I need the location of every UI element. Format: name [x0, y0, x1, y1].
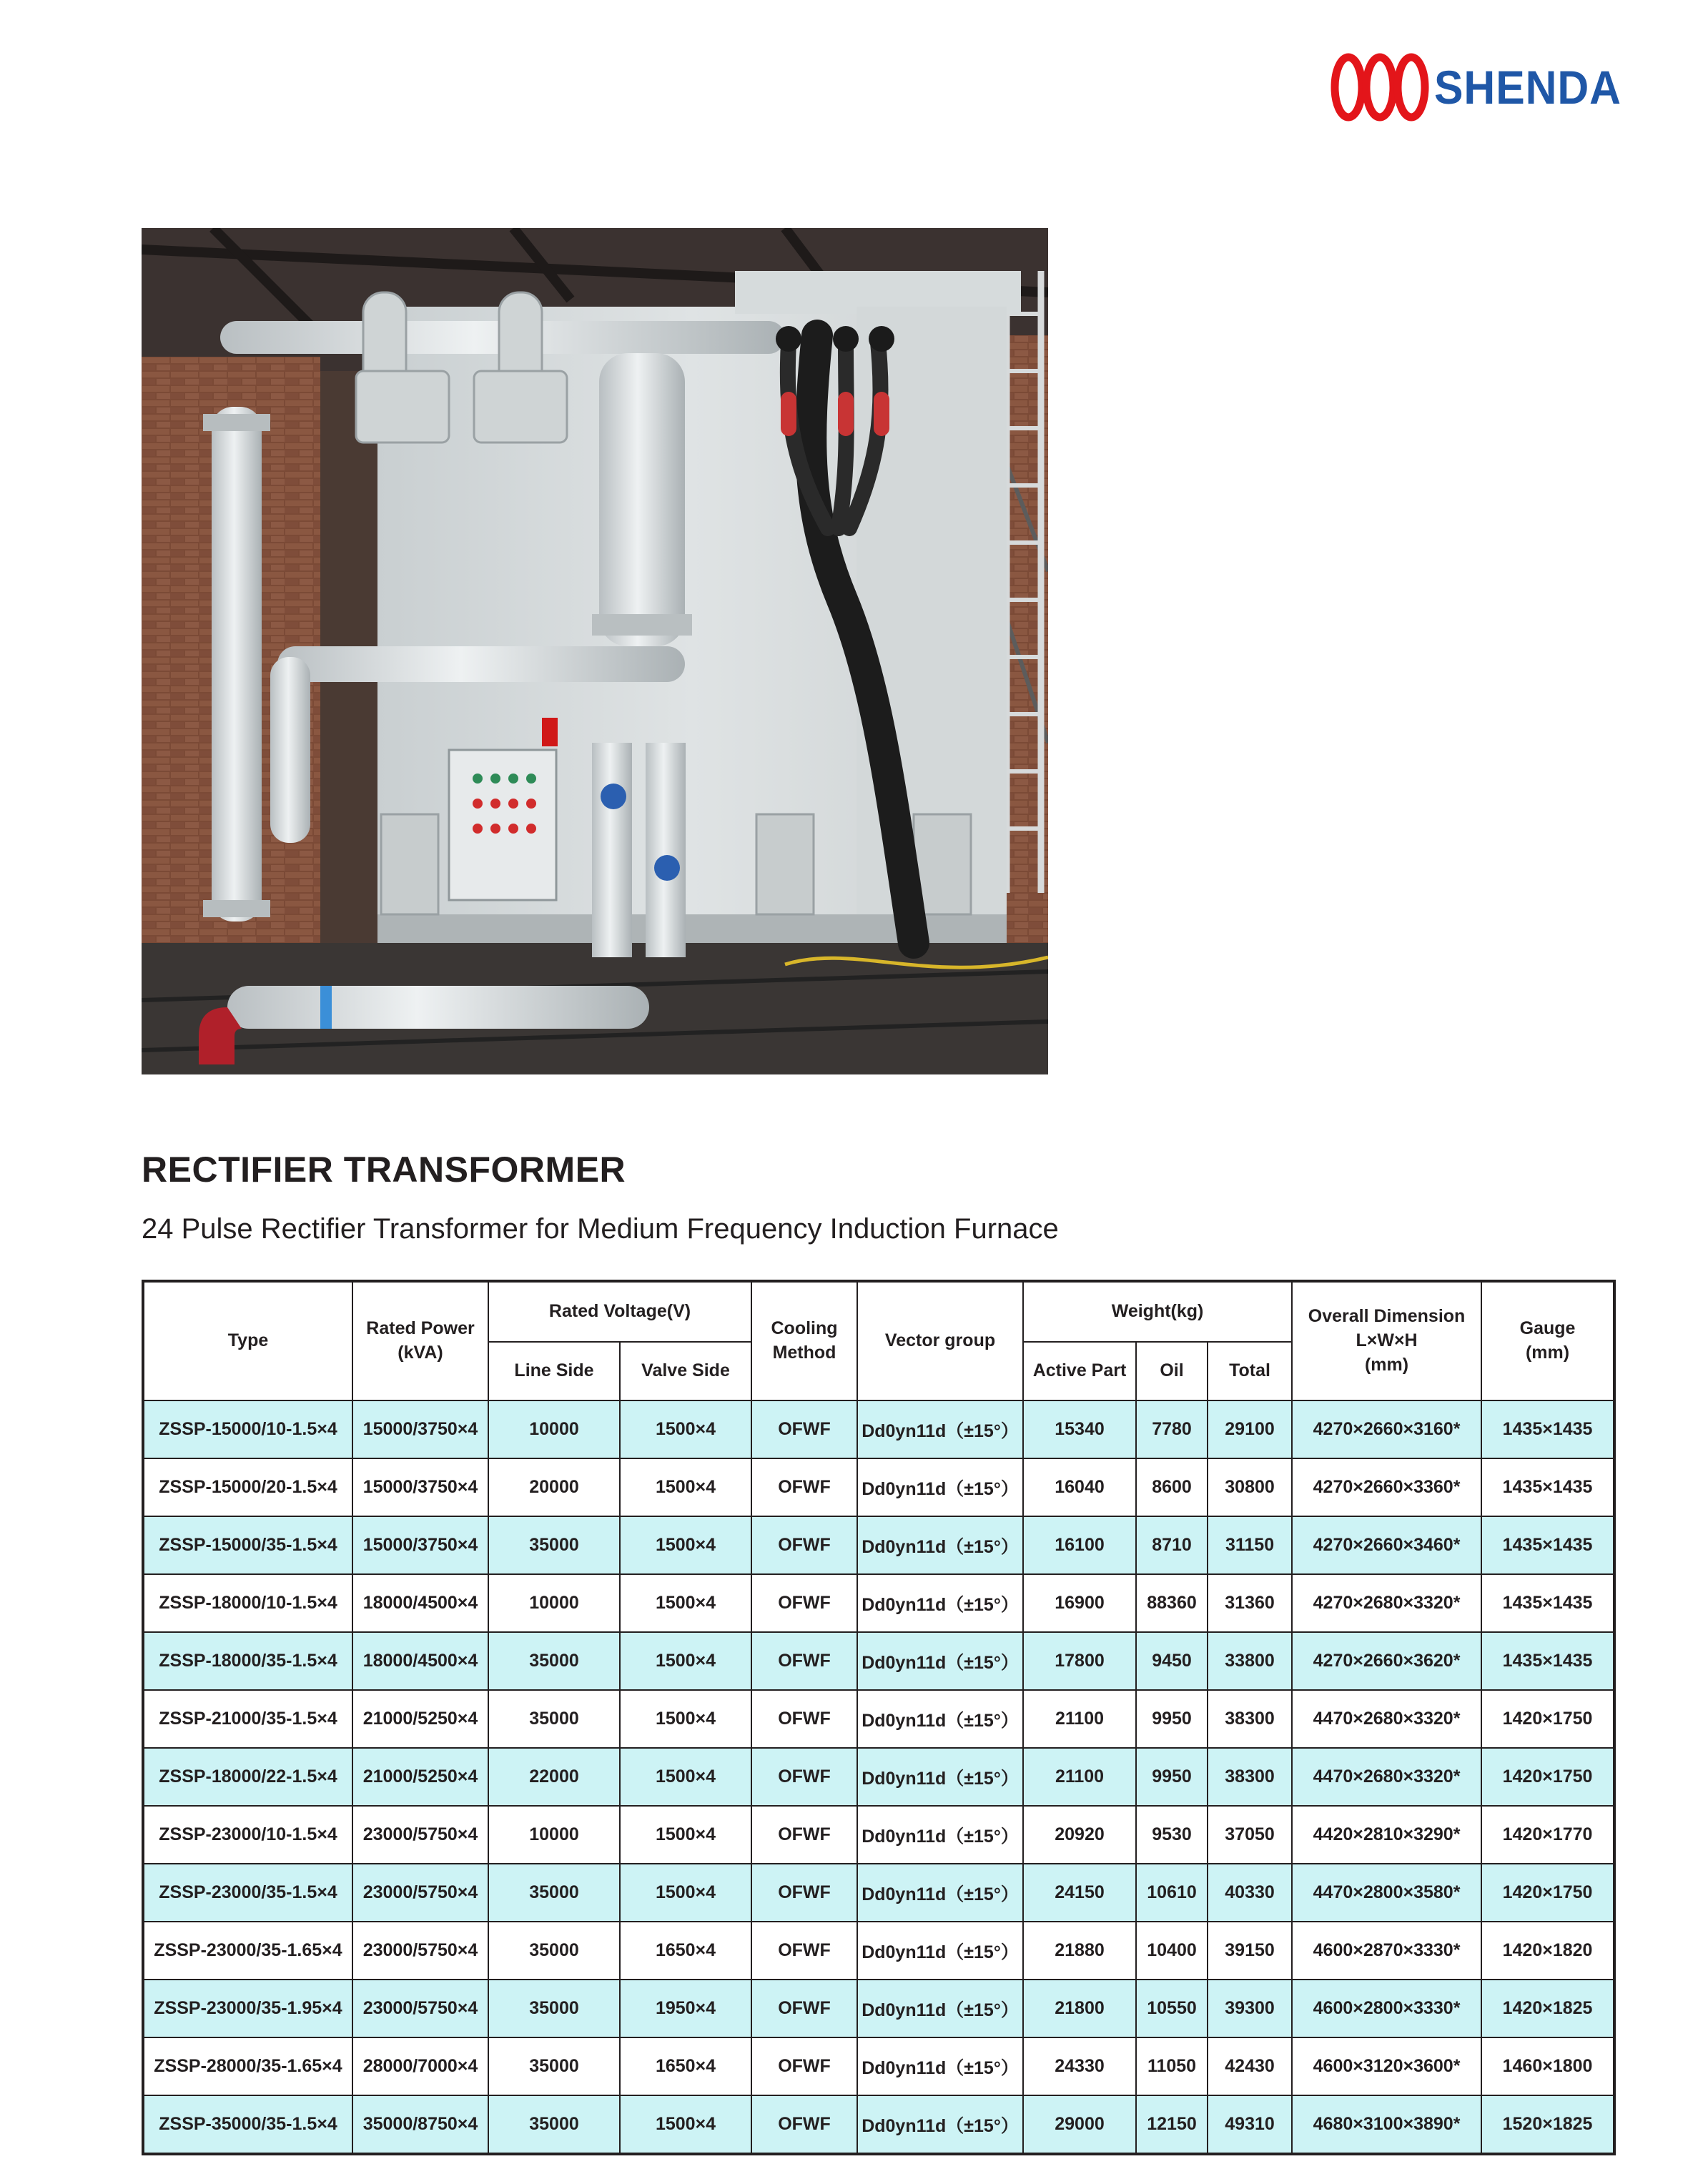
- cell-active-part: 21800: [1023, 1980, 1136, 2037]
- cell-rated-power: 18000/4500×4: [352, 1574, 488, 1632]
- cell-vector-group: Dd0yn11d（±15°）: [857, 1400, 1023, 1458]
- cell-gauge: 1420×1750: [1481, 1748, 1614, 1806]
- cell-total: 38300: [1208, 1748, 1292, 1806]
- cell-active-part: 24330: [1023, 2037, 1136, 2095]
- cell-dimension: 4270×2660×3620*: [1292, 1632, 1481, 1690]
- cell-valve-side: 1650×4: [620, 2037, 751, 2095]
- header-overall-dimension: [1292, 1281, 1481, 1400]
- cell-rated-power: 18000/4500×4: [352, 1632, 488, 1690]
- header-gauge: [1481, 1281, 1614, 1400]
- cell-cooling: OFWF: [751, 1922, 857, 1980]
- cell-type: ZSSP-18000/22-1.5×4: [143, 1748, 352, 1806]
- cell-line-side: 10000: [488, 1400, 620, 1458]
- table-row: [143, 2037, 1614, 2095]
- cell-active-part: 16040: [1023, 1458, 1136, 1516]
- cell-oil: 9450: [1136, 1632, 1208, 1690]
- cell-rated-power: 15000/3750×4: [352, 1400, 488, 1458]
- cell-oil: 8600: [1136, 1458, 1208, 1516]
- table-row: [143, 1458, 1614, 1516]
- cell-oil: 10550: [1136, 1980, 1208, 2037]
- cell-dimension: 4270×2660×3460*: [1292, 1516, 1481, 1574]
- header-valve-side: Valve Side: [620, 1342, 751, 1400]
- cell-cooling: OFWF: [751, 1458, 857, 1516]
- cell-total: 42430: [1208, 2037, 1292, 2095]
- cell-valve-side: 1500×4: [620, 1864, 751, 1922]
- cell-vector-group: Dd0yn11d（±15°）: [857, 1458, 1023, 1516]
- cell-total: 31360: [1208, 1574, 1292, 1632]
- cell-gauge: 1420×1750: [1481, 1864, 1614, 1922]
- cell-total: 39300: [1208, 1980, 1292, 2037]
- header-active-part: Active Part: [1023, 1342, 1136, 1400]
- cell-total: 31150: [1208, 1516, 1292, 1574]
- cell-oil: 12150: [1136, 2095, 1208, 2154]
- cell-gauge: 1435×1435: [1481, 1574, 1614, 1632]
- table-row: [143, 1632, 1614, 1690]
- cell-cooling: OFWF: [751, 1748, 857, 1806]
- cell-dimension: 4680×3100×3890*: [1292, 2095, 1481, 2154]
- table-row: [143, 1400, 1614, 1458]
- cell-dimension: 4600×2800×3330*: [1292, 1980, 1481, 2037]
- table-row: [143, 1922, 1614, 1980]
- cell-line-side: 35000: [488, 1922, 620, 1980]
- cell-cooling: OFWF: [751, 1690, 857, 1748]
- cell-valve-side: 1500×4: [620, 1806, 751, 1864]
- cell-type: ZSSP-23000/35-1.65×4: [143, 1922, 352, 1980]
- cell-cooling: OFWF: [751, 1980, 857, 2037]
- cell-oil: 8710: [1136, 1516, 1208, 1574]
- cell-active-part: 21100: [1023, 1690, 1136, 1748]
- cell-active-part: 29000: [1023, 2095, 1136, 2154]
- header-rated-power-label: Rated Power: [366, 1318, 475, 1339]
- cell-rated-power: 23000/5750×4: [352, 1922, 488, 1980]
- table-row: [143, 2095, 1614, 2154]
- cell-valve-side: 1500×4: [620, 1458, 751, 1516]
- cell-dimension: 4470×2680×3320*: [1292, 1690, 1481, 1748]
- cell-valve-side: 1500×4: [620, 1516, 751, 1574]
- cell-total: 33800: [1208, 1632, 1292, 1690]
- cell-gauge: 1420×1820: [1481, 1922, 1614, 1980]
- cell-rated-power: 21000/5250×4: [352, 1748, 488, 1806]
- cell-total: 49310: [1208, 2095, 1292, 2154]
- page-subtitle: 24 Pulse Rectifier Transformer for Medium Frequency Induction Furnace: [142, 1213, 1059, 1245]
- cell-cooling: OFWF: [751, 1516, 857, 1574]
- cell-total: 39150: [1208, 1922, 1292, 1980]
- cell-active-part: 20920: [1023, 1806, 1136, 1864]
- cell-type: ZSSP-23000/35-1.5×4: [143, 1864, 352, 1922]
- cell-type: ZSSP-15000/35-1.5×4: [143, 1516, 352, 1574]
- header-gauge-label: Gauge: [1519, 1318, 1576, 1339]
- cell-type: ZSSP-18000/10-1.5×4: [143, 1574, 352, 1632]
- cell-valve-side: 1500×4: [620, 1748, 751, 1806]
- header-cooling-label: Cooling: [771, 1318, 838, 1339]
- cell-line-side: 10000: [488, 1806, 620, 1864]
- cell-line-side: 35000: [488, 2037, 620, 2095]
- cell-vector-group: Dd0yn11d（±15°）: [857, 1632, 1023, 1690]
- cell-vector-group: Dd0yn11d（±15°）: [857, 1806, 1023, 1864]
- cell-total: 38300: [1208, 1690, 1292, 1748]
- cell-active-part: 17800: [1023, 1632, 1136, 1690]
- cell-active-part: 24150: [1023, 1864, 1136, 1922]
- cell-gauge: 1420×1825: [1481, 1980, 1614, 2037]
- header-method-label: Method: [772, 1343, 836, 1363]
- header-weight: Weight(kg): [1023, 1281, 1292, 1342]
- cell-type: ZSSP-18000/35-1.5×4: [143, 1632, 352, 1690]
- cell-rated-power: 21000/5250×4: [352, 1690, 488, 1748]
- page-title: RECTIFIER TRANSFORMER: [142, 1150, 626, 1190]
- cell-oil: 7780: [1136, 1400, 1208, 1458]
- cell-gauge: 1520×1825: [1481, 2095, 1614, 2154]
- table-row: [143, 1690, 1614, 1748]
- cell-valve-side: 1500×4: [620, 1690, 751, 1748]
- cell-gauge: 1435×1435: [1481, 1458, 1614, 1516]
- brand-name: SHENDA: [1434, 61, 1621, 114]
- spec-table: [142, 1280, 1616, 2155]
- cell-total: 29100: [1208, 1400, 1292, 1458]
- cell-cooling: OFWF: [751, 1806, 857, 1864]
- cell-cooling: OFWF: [751, 2037, 857, 2095]
- cell-active-part: 21880: [1023, 1922, 1136, 1980]
- cell-total: 30800: [1208, 1458, 1292, 1516]
- cell-rated-power: 28000/7000×4: [352, 2037, 488, 2095]
- cell-gauge: 1420×1750: [1481, 1690, 1614, 1748]
- table-row: [143, 1516, 1614, 1574]
- cell-valve-side: 1500×4: [620, 1574, 751, 1632]
- cell-dimension: 4270×2660×3360*: [1292, 1458, 1481, 1516]
- cell-dimension: 4470×2680×3320*: [1292, 1748, 1481, 1806]
- cell-active-part: 16900: [1023, 1574, 1136, 1632]
- cell-line-side: 35000: [488, 1980, 620, 2037]
- cell-total: 40330: [1208, 1864, 1292, 1922]
- table-header-row: [143, 1281, 1614, 1342]
- cell-valve-side: 1500×4: [620, 1400, 751, 1458]
- cell-rated-power: 23000/5750×4: [352, 1806, 488, 1864]
- cell-oil: 10400: [1136, 1922, 1208, 1980]
- cell-total: 37050: [1208, 1806, 1292, 1864]
- table-row: [143, 1864, 1614, 1922]
- table-row: [143, 1574, 1614, 1632]
- cell-oil: 9530: [1136, 1806, 1208, 1864]
- cell-rated-power: 23000/5750×4: [352, 1864, 488, 1922]
- cell-line-side: 35000: [488, 1864, 620, 1922]
- cell-vector-group: Dd0yn11d（±15°）: [857, 1980, 1023, 2037]
- cell-line-side: 10000: [488, 1574, 620, 1632]
- cell-active-part: 16100: [1023, 1516, 1136, 1574]
- cell-oil: 11050: [1136, 2037, 1208, 2095]
- shenda-logo-icon: [1330, 51, 1430, 123]
- cell-oil: 88360: [1136, 1574, 1208, 1632]
- cell-type: ZSSP-21000/35-1.5×4: [143, 1690, 352, 1748]
- cell-cooling: OFWF: [751, 1574, 857, 1632]
- product-photo: [142, 228, 1048, 1074]
- cell-rated-power: 23000/5750×4: [352, 1980, 488, 2037]
- header-dimension-unit: (mm): [1364, 1354, 1409, 1375]
- cell-dimension: 4270×2660×3160*: [1292, 1400, 1481, 1458]
- table-row: [143, 1806, 1614, 1864]
- cell-line-side: 20000: [488, 1458, 620, 1516]
- header-rated-voltage: Rated Voltage(V): [488, 1281, 751, 1342]
- cell-oil: 10610: [1136, 1864, 1208, 1922]
- cell-cooling: OFWF: [751, 1632, 857, 1690]
- brand-logo: [1330, 51, 1638, 123]
- cell-dimension: 4600×2870×3330*: [1292, 1922, 1481, 1980]
- header-total: Total: [1208, 1342, 1292, 1400]
- cell-type: ZSSP-28000/35-1.65×4: [143, 2037, 352, 2095]
- header-rated-power-unit: (kVA): [398, 1343, 443, 1363]
- header-vector-group: Vector group: [857, 1281, 1023, 1400]
- cell-type: ZSSP-23000/35-1.95×4: [143, 1980, 352, 2037]
- cell-oil: 9950: [1136, 1748, 1208, 1806]
- cell-vector-group: Dd0yn11d（±15°）: [857, 1574, 1023, 1632]
- cell-gauge: 1435×1435: [1481, 1400, 1614, 1458]
- cell-line-side: 35000: [488, 2095, 620, 2154]
- cell-vector-group: Dd0yn11d（±15°）: [857, 2037, 1023, 2095]
- cell-line-side: 35000: [488, 1632, 620, 1690]
- cell-valve-side: 1650×4: [620, 1922, 751, 1980]
- cell-rated-power: 35000/8750×4: [352, 2095, 488, 2154]
- table-row: [143, 1980, 1614, 2037]
- cell-vector-group: Dd0yn11d（±15°）: [857, 1864, 1023, 1922]
- header-rated-power: [352, 1281, 488, 1400]
- cell-gauge: 1460×1800: [1481, 2037, 1614, 2095]
- cell-oil: 9950: [1136, 1690, 1208, 1748]
- cell-line-side: 35000: [488, 1690, 620, 1748]
- header-dimension-axes: L×W×H: [1356, 1330, 1418, 1351]
- cell-gauge: 1435×1435: [1481, 1632, 1614, 1690]
- cell-dimension: 4470×2800×3580*: [1292, 1864, 1481, 1922]
- cell-type: ZSSP-35000/35-1.5×4: [143, 2095, 352, 2154]
- cell-active-part: 21100: [1023, 1748, 1136, 1806]
- cell-vector-group: Dd0yn11d（±15°）: [857, 1922, 1023, 1980]
- table-row: [143, 1748, 1614, 1806]
- cell-gauge: 1435×1435: [1481, 1516, 1614, 1574]
- cell-vector-group: Dd0yn11d（±15°）: [857, 1690, 1023, 1748]
- cell-type: ZSSP-15000/10-1.5×4: [143, 1400, 352, 1458]
- cell-type: ZSSP-15000/20-1.5×4: [143, 1458, 352, 1516]
- cell-cooling: OFWF: [751, 1864, 857, 1922]
- header-dimension-label: Overall Dimension: [1308, 1306, 1466, 1327]
- cell-vector-group: Dd0yn11d（±15°）: [857, 1516, 1023, 1574]
- cell-valve-side: 1500×4: [620, 1632, 751, 1690]
- header-oil: Oil: [1136, 1342, 1208, 1400]
- cell-cooling: OFWF: [751, 2095, 857, 2154]
- header-cooling-method: [751, 1281, 857, 1400]
- header-line-side: Line Side: [488, 1342, 620, 1400]
- header-type: Type: [143, 1281, 352, 1400]
- cell-valve-side: 1950×4: [620, 1980, 751, 2037]
- cell-vector-group: Dd0yn11d（±15°）: [857, 2095, 1023, 2154]
- cell-rated-power: 15000/3750×4: [352, 1516, 488, 1574]
- cell-cooling: OFWF: [751, 1400, 857, 1458]
- cell-line-side: 22000: [488, 1748, 620, 1806]
- cell-dimension: 4600×3120×3600*: [1292, 2037, 1481, 2095]
- cell-dimension: 4270×2680×3320*: [1292, 1574, 1481, 1632]
- cell-gauge: 1420×1770: [1481, 1806, 1614, 1864]
- cell-vector-group: Dd0yn11d（±15°）: [857, 1748, 1023, 1806]
- header-gauge-unit: (mm): [1525, 1343, 1570, 1363]
- cell-rated-power: 15000/3750×4: [352, 1458, 488, 1516]
- cell-type: ZSSP-23000/10-1.5×4: [143, 1806, 352, 1864]
- cell-active-part: 15340: [1023, 1400, 1136, 1458]
- cell-dimension: 4420×2810×3290*: [1292, 1806, 1481, 1864]
- cell-valve-side: 1500×4: [620, 2095, 751, 2154]
- cell-line-side: 35000: [488, 1516, 620, 1574]
